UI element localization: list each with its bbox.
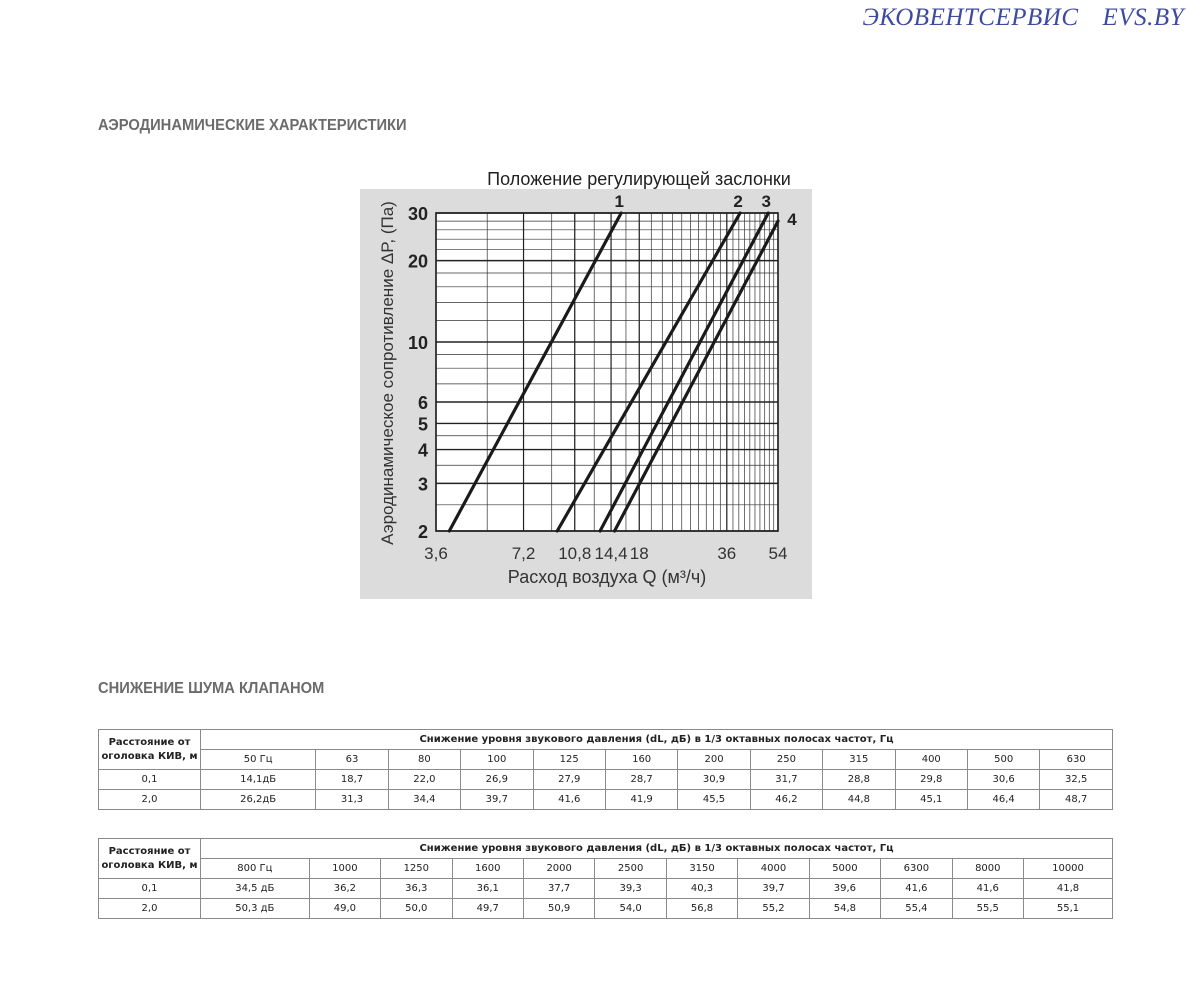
series-label-2: 2	[733, 192, 743, 211]
value-cell: 22,0	[388, 770, 460, 790]
value-cell: 29,8	[895, 770, 967, 790]
freq-cell: 1250	[381, 859, 452, 879]
freq-cell: 8000	[952, 859, 1023, 879]
value-cell: 56,8	[666, 899, 737, 919]
freq-cell: 630	[1040, 750, 1113, 770]
value-cell: 41,6	[881, 879, 952, 899]
freq-cell: 2000	[523, 859, 594, 879]
value-cell: 55,4	[881, 899, 952, 919]
value-cell: 39,7	[461, 790, 533, 810]
freq-cell: 125	[533, 750, 605, 770]
freq-cell: 160	[605, 750, 677, 770]
value-cell: 45,1	[895, 790, 967, 810]
value-cell: 26,9	[461, 770, 533, 790]
series-label-4: 4	[787, 210, 797, 230]
freq-cell: 50 Гц	[201, 750, 316, 770]
series-label-3: 3	[761, 192, 772, 211]
freq-cell: 200	[678, 750, 750, 770]
x-tick-label: 14,4	[594, 544, 628, 563]
x-tick-label: 10,8	[558, 544, 592, 563]
value-cell: 37,7	[523, 879, 594, 899]
freq-cell: 100	[461, 750, 533, 770]
value-cell: 18,7	[316, 770, 388, 790]
y-tick-label: 6	[417, 392, 428, 413]
aero-chart	[360, 165, 820, 605]
value-cell: 55,1	[1024, 899, 1113, 919]
freq-cell: 315	[823, 750, 895, 770]
freq-cell: 10000	[1024, 859, 1113, 879]
value-cell: 31,3	[316, 790, 388, 810]
dist-header: Расстояние от оголовка КИВ, м	[99, 730, 201, 770]
y-tick-label: 3	[417, 474, 428, 495]
freq-cell: 80	[388, 750, 460, 770]
value-cell: 36,1	[452, 879, 523, 899]
value-cell: 36,3	[381, 879, 452, 899]
value-cell: 14,1дБ	[201, 770, 316, 790]
value-cell: 30,9	[678, 770, 750, 790]
freq-cell: 2500	[595, 859, 666, 879]
value-cell: 34,4	[388, 790, 460, 810]
freq-cell: 6300	[881, 859, 952, 879]
value-cell: 28,8	[823, 770, 895, 790]
x-tick-label: 18	[629, 544, 649, 563]
x-axis-label: Расход воздуха Q (м³/ч)	[507, 567, 707, 587]
value-cell: 41,6	[952, 879, 1023, 899]
value-cell: 48,7	[1040, 790, 1113, 810]
value-cell: 26,2дБ	[201, 790, 316, 810]
value-cell: 54,8	[809, 899, 880, 919]
value-cell: 39,7	[738, 879, 809, 899]
dist-cell: 0,1	[99, 770, 201, 790]
y-tick-label: 30	[407, 204, 428, 224]
value-cell: 27,9	[533, 770, 605, 790]
freq-cell: 800 Гц	[201, 859, 310, 879]
freq-cell: 500	[967, 750, 1039, 770]
value-cell: 55,5	[952, 899, 1023, 919]
freq-row	[99, 750, 1113, 770]
value-cell: 54,0	[595, 899, 666, 919]
freq-cell: 5000	[809, 859, 880, 879]
dist-cell: 2,0	[99, 790, 201, 810]
dist-header: Расстояние от оголовка КИВ, м	[99, 839, 201, 879]
y-tick-label: 5	[417, 414, 428, 435]
table-row	[99, 790, 1113, 810]
value-cell: 34,5 дБ	[201, 879, 310, 899]
value-cell: 36,2	[309, 879, 380, 899]
value-cell: 32,5	[1040, 770, 1113, 790]
y-tick-label: 4	[417, 440, 428, 461]
value-cell: 50,0	[381, 899, 452, 919]
value-cell: 46,2	[750, 790, 822, 810]
value-cell: 49,0	[309, 899, 380, 919]
y-tick-label: 10	[407, 333, 428, 354]
value-cell: 41,6	[533, 790, 605, 810]
noise-section-title: СНИЖЕНИЕ ШУМА КЛАПАНОМ	[98, 680, 325, 697]
value-cell: 45,5	[678, 790, 750, 810]
dist-cell: 0,1	[99, 879, 201, 899]
y-axis-label: Аэродинамическое сопротивление ΔP, (Па)	[378, 201, 397, 545]
table-row	[99, 879, 1113, 899]
freq-cell: 3150	[666, 859, 737, 879]
freq-cell: 1000	[309, 859, 380, 879]
freq-row	[99, 859, 1113, 879]
freq-cell: 400	[895, 750, 967, 770]
noise-table-high	[98, 838, 1113, 919]
value-cell: 39,3	[595, 879, 666, 899]
value-cell: 39,6	[809, 879, 880, 899]
x-tick-label: 3,6	[424, 544, 448, 563]
value-cell: 41,8	[1024, 879, 1113, 899]
table-row	[99, 770, 1113, 790]
freq-cell: 1600	[452, 859, 523, 879]
freq-cell: 63	[316, 750, 388, 770]
aero-section-title: АЭРОДИНАМИЧЕСКИЕ ХАРАКТЕРИСТИКИ	[98, 117, 407, 134]
value-cell: 50,3 дБ	[201, 899, 310, 919]
noise-table-low	[98, 729, 1113, 810]
dist-cell: 2,0	[99, 899, 201, 919]
brand-name: ЭКОВЕНТСЕРВИС	[862, 4, 1079, 31]
y-tick-label: 20	[407, 251, 428, 272]
value-cell: 55,2	[738, 899, 809, 919]
value-cell: 44,8	[823, 790, 895, 810]
value-cell: 28,7	[605, 770, 677, 790]
value-cell: 50,9	[523, 899, 594, 919]
chart-title: Положение регулирующей заслонки	[487, 169, 791, 189]
x-tick-label: 36	[717, 544, 737, 563]
freq-cell: 250	[750, 750, 822, 770]
value-cell: 49,7	[452, 899, 523, 919]
table-row	[99, 899, 1113, 919]
group-header: Снижение уровня звукового давления (dL, дБ) в 1/3 октавных полосах частот, Гц	[201, 730, 1113, 750]
series-label-1: 1	[614, 192, 624, 211]
value-cell: 30,6	[967, 770, 1039, 790]
freq-cell: 4000	[738, 859, 809, 879]
value-cell: 40,3	[666, 879, 737, 899]
x-tick-label: 54	[768, 544, 788, 563]
brand-header	[862, 4, 1184, 32]
value-cell: 31,7	[750, 770, 822, 790]
group-header: Снижение уровня звукового давления (dL, дБ) в 1/3 октавных полосах частот, Гц	[201, 839, 1113, 859]
y-tick-label: 2	[417, 522, 428, 542]
brand-site: EVS.BY	[1102, 4, 1184, 31]
value-cell: 41,9	[605, 790, 677, 810]
value-cell: 46,4	[967, 790, 1039, 810]
x-tick-label: 7,2	[511, 544, 536, 563]
